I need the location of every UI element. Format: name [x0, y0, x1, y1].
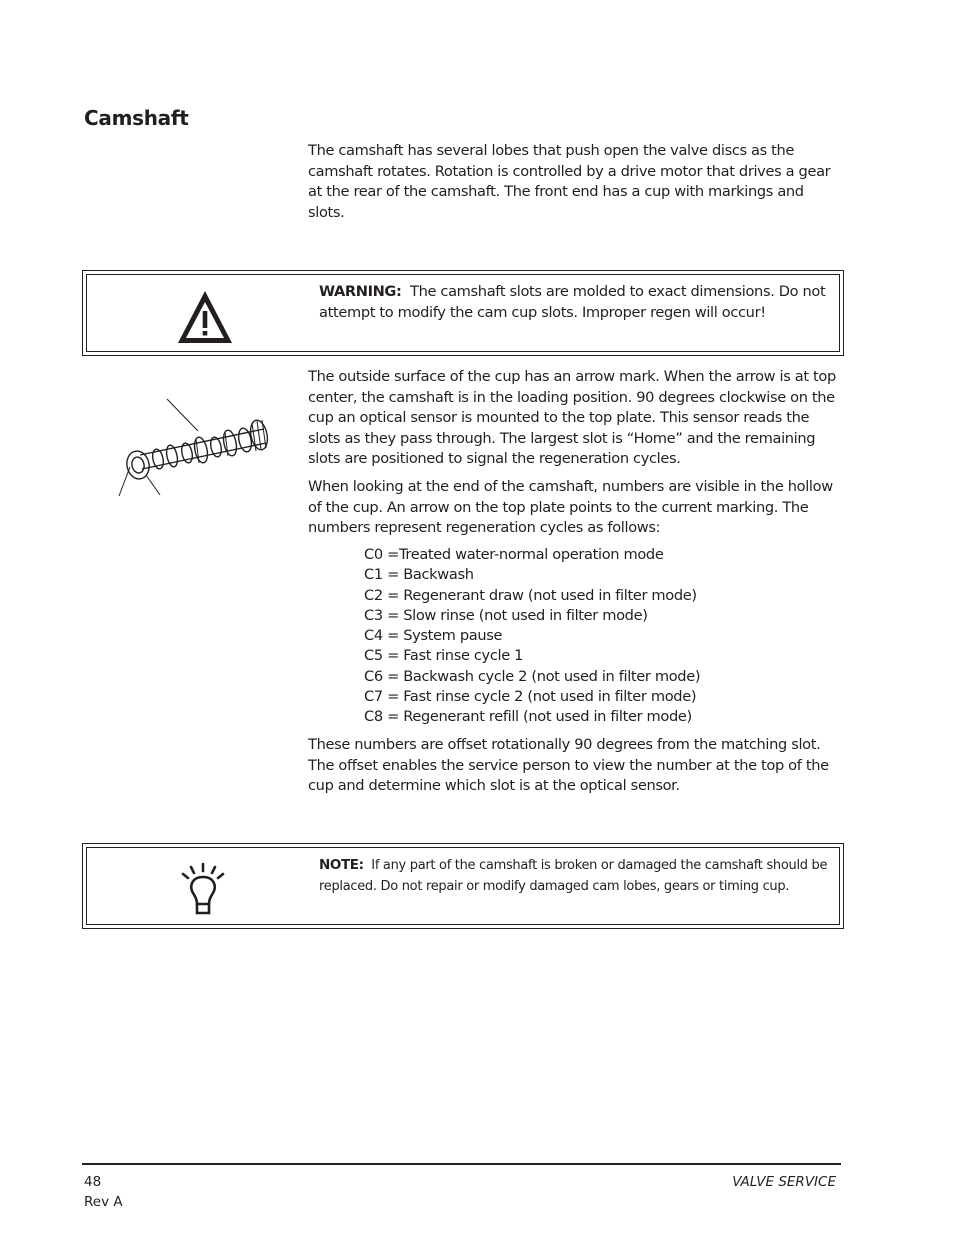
warning-triangle-icon — [175, 287, 235, 347]
offset-paragraph: These numbers are offset rotationally 90 degrees from the matching slot. The offset enables the service person to view the number at the top of the cup and determine which slot is at the optical sensor. — [308, 736, 829, 794]
warning-text: The camshaft slots are molded to exact dimensions. Do not attempt to modify the cam cup slots. Improper regen will occur! — [319, 283, 826, 321]
section-name: VALVE SERVICE — [732, 1174, 836, 1190]
list-item: C5 = Fast rinse cycle 1 — [364, 647, 524, 665]
warning-message — [319, 282, 839, 323]
list-item: C8 = Regenerant refill (not used in filter mode) — [364, 708, 692, 726]
cycle-list — [364, 545, 700, 728]
intro-paragraph: The camshaft has several lobes that push open the valve discs as the camshaft rotates. Rotation is controlled by a drive motor that drives a gear at the rear of the camshaft. The front end has a cup with markings and slots. — [308, 142, 831, 221]
page-number: 48 — [84, 1174, 102, 1190]
list-item: C3 = Slow rinse (not used in filter mode) — [364, 606, 648, 624]
section-title: Camshaft — [84, 106, 189, 130]
footer-divider — [82, 1163, 841, 1165]
note-message — [319, 855, 839, 897]
numbers-intro-paragraph: When looking at the end of the camshaft, numbers are visible in the hollow of the cup. An arrow on the top plate points to the current marking. The numbers represent regeneration cycles as follows: — [308, 478, 833, 536]
warning-box — [82, 270, 844, 356]
list-item: C6 = Backwash cycle 2 (not used in filter mode) — [364, 667, 701, 685]
lightbulb-icon — [181, 862, 225, 918]
list-item: C1 = Backwash — [364, 566, 474, 584]
note-label: NOTE: — [319, 857, 364, 873]
cup-description-paragraph: The outside surface of the cup has an arrow mark. When the arrow is at top center, the camshaft is in the loading position. 90 degrees clockwise on the cup an optical sensor is mounted to the top plate. This sensor reads the slots as they pass through. The largest slot is “Home” and the remaining slots are positioned to signal the regeneration cycles. — [308, 368, 836, 467]
note-text: If any part of the camshaft is broken or damaged the camshaft should be replaced. Do not repair or modify damaged cam lobes, gears or timing cup. — [319, 858, 828, 894]
list-item: C0 =Treated water-normal operation mode — [364, 546, 664, 563]
list-item: C4 = System pause — [364, 627, 503, 645]
camshaft-illustration — [112, 395, 277, 500]
warning-label: WARNING: — [319, 283, 402, 300]
list-item: C2 = Regenerant draw (not used in filter mode) — [364, 586, 697, 604]
list-item: C7 = Fast rinse cycle 2 (not used in filter mode) — [364, 688, 697, 706]
revision-label: Rev A — [84, 1194, 123, 1210]
note-box — [82, 843, 844, 929]
